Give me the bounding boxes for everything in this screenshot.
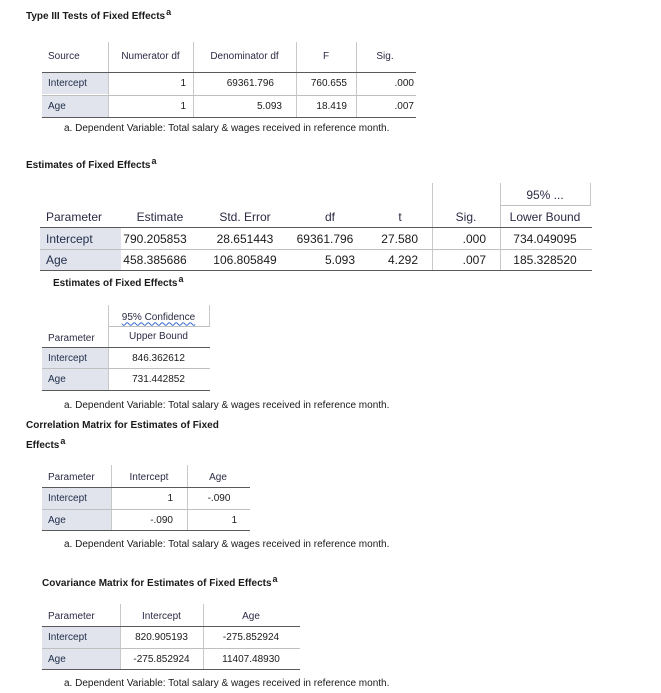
header-estimate: Estimate [136,210,184,224]
table-cell: 5.093 [324,253,355,267]
row-label-intercept: Intercept [40,228,121,249]
table-cell: 846.362612 [132,352,185,364]
footnote-t3: a. Dependent Variable: Total salary & wages received in reference month. [64,400,390,411]
correlation-matrix-title: Correlation Matrix for Estimates of Fixed [26,420,219,431]
row-label-age: Age [42,96,108,117]
header-intercept: Intercept [129,471,169,483]
covariance-matrix-title: Covariance Matrix for Estimates of Fixed Effects$^a$ [42,574,278,589]
table-cell: 69361.796 [296,231,354,246]
footnote-t4: a. Dependent Variable: Total salary & wages received in reference month. [64,539,390,550]
header-f: F [322,50,330,62]
table-cell: .007 [394,101,414,112]
header-t: t [398,210,402,224]
table-cell: -275.852924 [133,653,190,665]
fixed-effects-title: Estimates of Fixed Effects$^a$ [26,156,157,171]
footnote-t1: a. Dependent Variable: Total salary & wages received in reference month. [64,123,390,134]
table-cell: 1 [167,493,173,504]
table-cell: 5.093 [256,101,282,112]
row-label-age: Age [42,369,108,390]
row-label-age: Age [42,649,120,669]
header-95-confidence-group: 95% Confidence [121,311,196,323]
table-cell: .007 [462,253,486,267]
header-lower-bound: Lower Bound [509,210,581,224]
header-parameter: Parameter [46,210,103,224]
table-cell: 11407.48930 [222,653,280,665]
table-cell: 760.655 [310,78,347,89]
header-upper-bound: Upper Bound [129,330,188,342]
table-cell: 69361.796 [226,78,274,89]
table-cell: .000 [462,231,486,246]
table-cell: 458.385686 [123,253,187,267]
table-cell: -275.852924 [222,632,280,643]
table-cell: -.090 [207,493,231,504]
header-age: Age [242,610,260,622]
table-cell: .000 [394,78,414,89]
table-cell: 731.442852 [132,374,185,385]
header-95-ci-group: 95% ... [526,188,564,202]
table-cell: 1 [180,78,186,89]
header-intercept: Intercept [142,610,181,622]
row-label-intercept: Intercept [42,73,108,94]
correlation-matrix-title-line2: Effects$^a$ [26,436,66,451]
header-parameter: Parameter [48,610,95,622]
header-df: df [324,210,335,224]
row-label-age: Age [40,250,121,270]
table-cell: 18.419 [316,101,347,112]
table-cell: 4.292 [387,253,418,267]
table-cell: 790.205853 [123,231,187,246]
header-source: Source [48,50,80,62]
header-denominator-df: Denominator df [210,50,279,62]
type3-tests-title: Type III Tests of Fixed Effects$^a$ [26,7,172,22]
header-sig: Sig. [376,50,394,62]
table-cell: 734.049095 [513,231,577,246]
header-sig: Sig. [455,210,477,224]
header-age: Age [209,471,227,483]
header-std-error: Std. Error [219,210,271,224]
row-label-intercept: Intercept [42,348,108,368]
table-cell: -.090 [150,514,173,526]
table-cell: 106.805849 [213,253,277,267]
header-numerator-df: Numerator df [121,50,180,62]
footnote-t5: a. Dependent Variable: Total salary & wages received in reference month. [64,678,390,689]
row-label-age: Age [42,510,111,530]
header-parameter: Parameter [48,471,95,483]
row-label-intercept: Intercept [42,488,111,509]
table-cell: 185.328520 [513,253,577,267]
header-parameter: Parameter [48,332,95,344]
table-cell: 1 [180,101,186,112]
table-cell: 1 [231,514,237,526]
table-cell: 820.905193 [135,632,188,643]
fixed-effects-title-continued: Estimates of Fixed Effects$^a$ [53,274,184,289]
row-label-intercept: Intercept [42,627,120,648]
table-cell: 28.651443 [216,231,274,246]
table-cell: 27.580 [381,231,418,246]
